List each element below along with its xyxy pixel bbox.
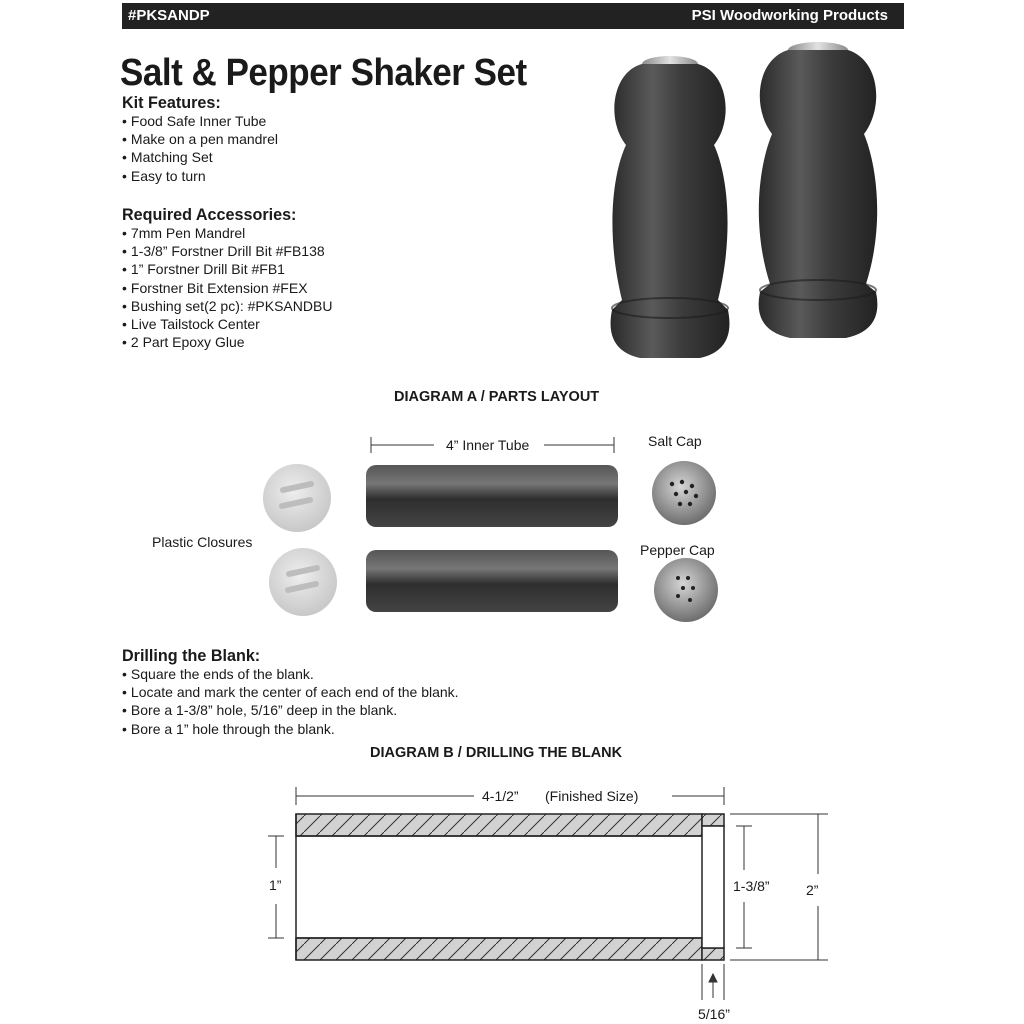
plastic-closures-label: Plastic Closures — [152, 534, 253, 550]
counterbore-diameter-label: 1-3/8” — [733, 878, 770, 894]
header-bar — [122, 3, 904, 29]
blank-drawing — [296, 814, 724, 960]
drilling-steps-list — [122, 665, 459, 738]
list-item: • 1-3/8” Forstner Drill Bit #FB138 — [122, 242, 332, 260]
list-item: • 7mm Pen Mandrel — [122, 224, 332, 242]
list-item: • Bore a 1” hole through the blank. — [122, 720, 459, 738]
salt-cap-image — [652, 461, 716, 525]
bore-diameter-label: 1” — [269, 877, 282, 893]
counterbore-depth-label: 5/16” — [698, 1006, 730, 1022]
list-item: • Bushing set(2 pc): #PKSANDBU — [122, 297, 332, 315]
length-label: 4-1/2” — [482, 788, 519, 804]
list-item: • Make on a pen mandrel — [122, 130, 278, 148]
diagram-b-title: DIAGRAM B / DRILLING THE BLANK — [370, 745, 623, 761]
finished-size-label: (Finished Size) — [545, 788, 639, 804]
list-item: • Locate and mark the center of each end of the blank. — [122, 683, 459, 701]
list-item: • Live Tailstock Center — [122, 315, 332, 333]
plastic-closure-top-image — [263, 464, 331, 532]
list-item: • 1” Forstner Drill Bit #FB1 — [122, 260, 332, 278]
pepper-cap-label: Pepper Cap — [640, 542, 715, 558]
salt-cap-label: Salt Cap — [648, 433, 702, 449]
kit-features-heading: Kit Features: — [122, 93, 221, 112]
required-accessories-list — [122, 224, 332, 351]
pepper-shaker-image — [759, 42, 878, 338]
list-item: • Food Safe Inner Tube — [122, 112, 278, 130]
sku-code: #PKSANDP — [128, 7, 210, 24]
salt-shaker-image — [611, 56, 730, 358]
list-item: • Forstner Bit Extension #FEX — [122, 279, 332, 297]
list-item: • Bore a 1-3/8” hole, 5/16” deep in the blank. — [122, 701, 459, 719]
drilling-heading: Drilling the Blank: — [122, 646, 261, 665]
required-accessories-heading: Required Accessories: — [122, 205, 297, 224]
inner-tube-bottom-image — [366, 550, 618, 612]
list-item: • Matching Set — [122, 148, 278, 166]
page-title: Salt & Pepper Shaker Set — [120, 52, 527, 94]
plastic-closure-bottom-image — [269, 548, 337, 616]
kit-features-list — [122, 112, 278, 185]
diagram-a-title: DIAGRAM A / PARTS LAYOUT — [394, 389, 600, 405]
inner-tube-label: 4” Inner Tube — [446, 437, 530, 453]
list-item: • 2 Part Epoxy Glue — [122, 333, 332, 351]
list-item: • Easy to turn — [122, 167, 278, 185]
list-item: • Square the ends of the blank. — [122, 665, 459, 683]
inner-tube-top-image — [366, 465, 618, 527]
outer-diameter-label: 2” — [806, 882, 819, 898]
pepper-cap-image — [654, 558, 718, 622]
brand-name: PSI Woodworking Products — [691, 7, 888, 24]
